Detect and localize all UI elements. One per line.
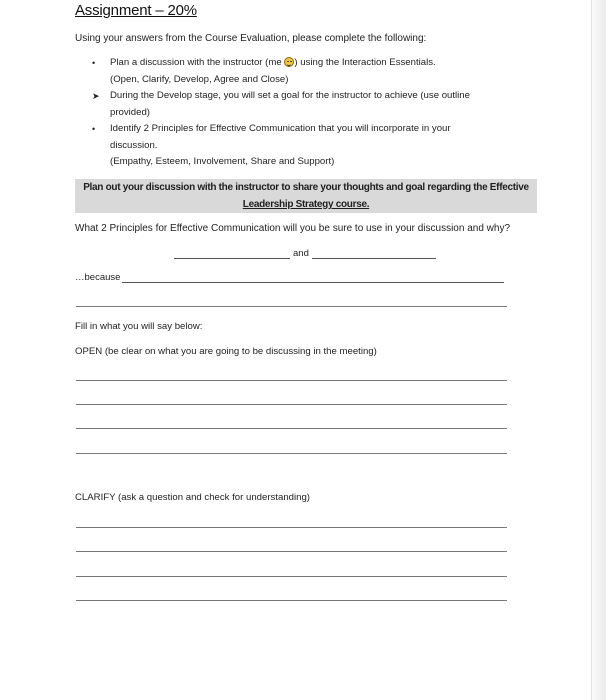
and-label: and xyxy=(293,248,309,259)
intro-text: Using your answers from the Course Evaluation, please complete the following: xyxy=(75,33,427,44)
open-answer-line[interactable] xyxy=(76,453,507,454)
arrow-bullet-icon: ➤ xyxy=(92,91,100,101)
principle-2-blank[interactable] xyxy=(312,248,436,259)
list-item-subtext: (Empathy, Esteem, Involvement, Share and Support) xyxy=(110,156,335,167)
because-blank[interactable] xyxy=(122,272,504,283)
open-section-label: OPEN (be clear on what you are going to be discussing in the meeting) xyxy=(75,346,377,357)
list-item-text: ) using the Interaction Essentials. xyxy=(294,57,436,68)
list-item-text: Identify 2 Principles for Effective Communication that you will incorporate in your xyxy=(110,123,451,134)
list-item-subtext: provided) xyxy=(110,106,150,118)
open-answer-line[interactable] xyxy=(76,380,507,381)
open-answer-line[interactable] xyxy=(76,404,507,405)
page-edge xyxy=(591,0,606,700)
bullet-icon: • xyxy=(92,124,96,134)
clarify-section-label: CLARIFY (ask a question and check for understanding) xyxy=(75,492,310,503)
clarify-answer-line[interactable] xyxy=(76,600,507,601)
highlight-line-2: Leadership Strategy course. xyxy=(242,199,370,210)
open-answer-line[interactable] xyxy=(76,428,507,429)
instruction-list xyxy=(92,55,512,171)
principle-1-blank[interactable] xyxy=(174,248,290,259)
highlight-line-1: Plan out your discussion with the instructor to share your thoughts and goal regarding the Effective xyxy=(83,182,529,193)
list-item xyxy=(92,88,512,121)
because-label: …because xyxy=(75,272,121,283)
bullet-icon: • xyxy=(92,58,96,68)
clarify-answer-line[interactable] xyxy=(76,576,507,577)
list-item-text: Plan a discussion with the instructor (me xyxy=(110,57,285,68)
clarify-answer-line[interactable] xyxy=(76,551,507,552)
highlighted-instruction xyxy=(75,179,537,213)
list-item-subtext: discussion. xyxy=(110,139,158,151)
fill-in-instruction: Fill in what you will say below: xyxy=(75,321,203,332)
list-item-subtext: (Open, Clarify, Develop, Agree and Close) xyxy=(110,73,289,85)
principles-question: What 2 Principles for Effective Communication will you be sure to use in your discussion and why? xyxy=(75,223,511,234)
list-item-text: During the Develop stage, you will set a goal for the instructor to achieve (use outline xyxy=(110,90,470,101)
list-item xyxy=(92,121,512,171)
principles-answer-row xyxy=(174,248,436,259)
answer-line[interactable] xyxy=(76,306,507,307)
because-row xyxy=(75,272,504,283)
smiley-face-icon xyxy=(284,57,294,67)
assignment-title: Assignment – 20% xyxy=(75,2,197,19)
list-item xyxy=(92,55,512,88)
clarify-answer-line[interactable] xyxy=(76,527,507,528)
